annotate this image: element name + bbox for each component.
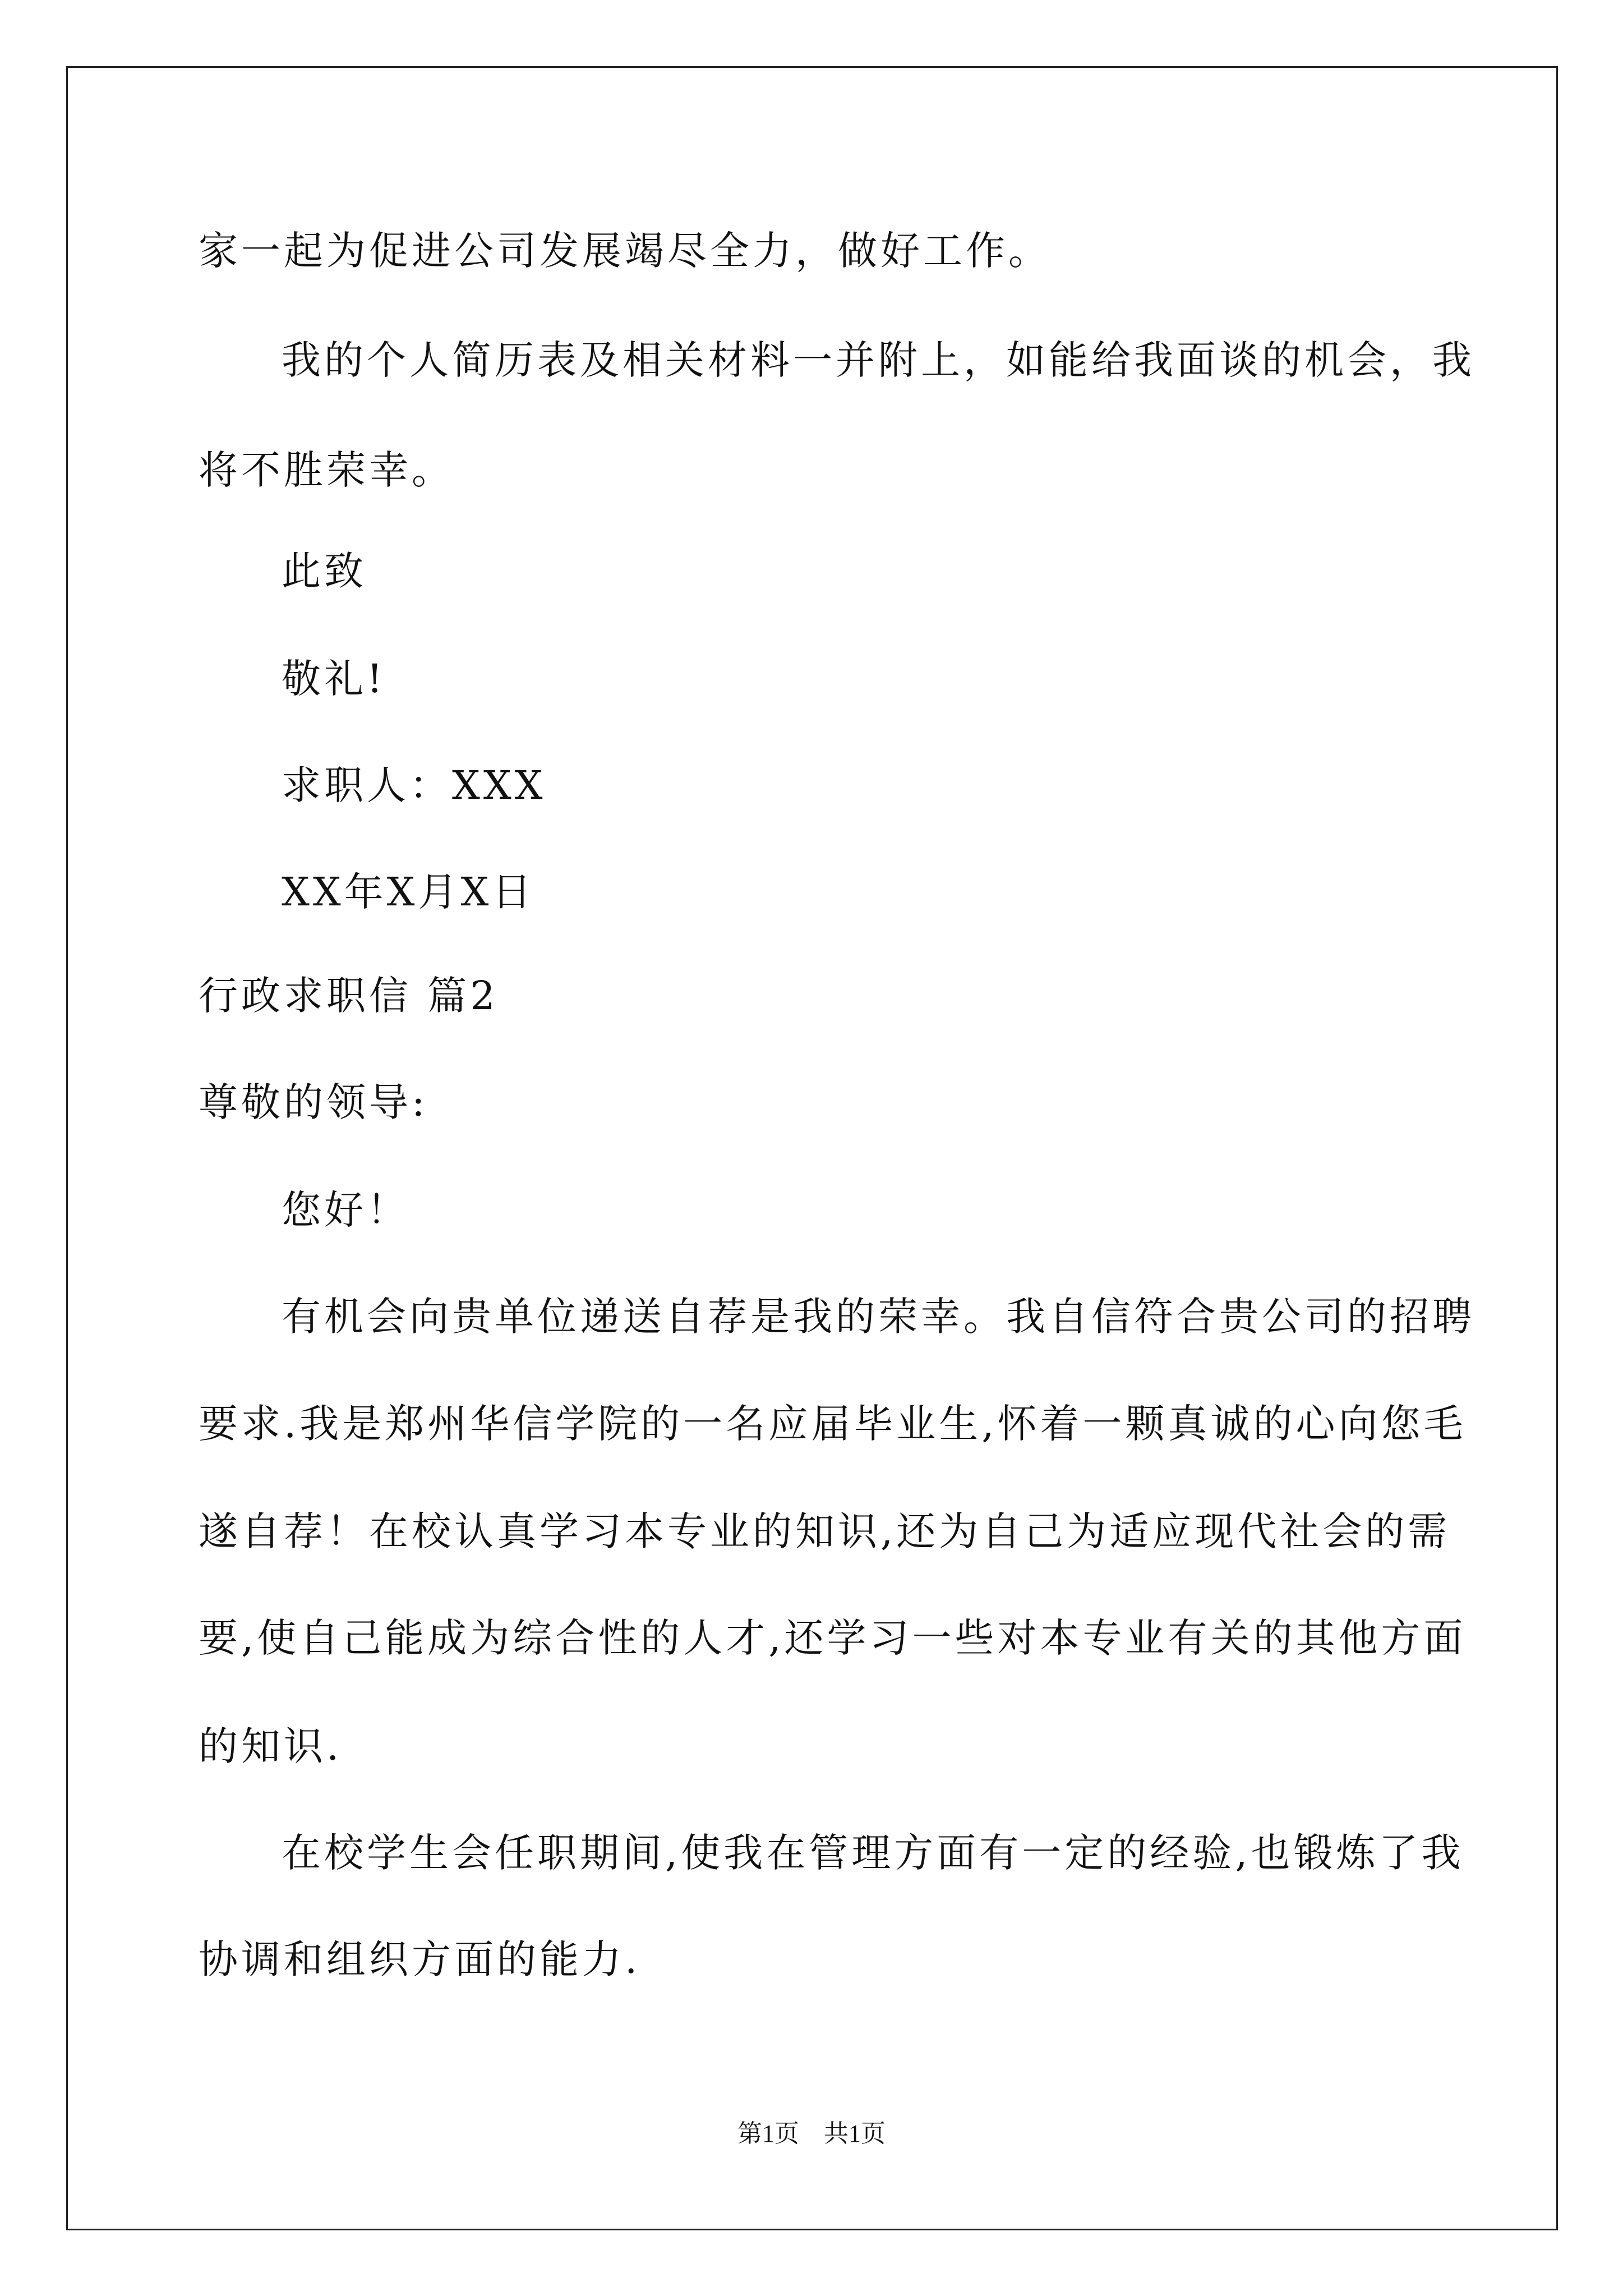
applicant-signature: 求职人：XXX [282, 762, 546, 808]
body-line: 要求.我是郑州华信学院的一名应届毕业生,怀着一颗真诚的心向您毛 [199, 1401, 1467, 1447]
section-title: 行政求职信 篇2 [199, 973, 499, 1019]
greeting: 尊敬的领导: [199, 1079, 428, 1125]
body-line: 将不胜荣幸。 [199, 447, 454, 493]
greeting-hello: 您好！ [282, 1187, 409, 1233]
body-line: 遂自荐！在校认真学习本专业的知识,还为自己为适应现代社会的需 [199, 1508, 1451, 1554]
page-footer: 第1页 共1页 [737, 2120, 886, 2147]
body-line: 有机会向贵单位递送自荐是我的荣幸。我自信符合贵公司的招聘 [282, 1294, 1475, 1340]
body-line: 协调和组织方面的能力. [199, 1936, 641, 1982]
body-line: 在校学生会任职期间,使我在管理方面有一定的经验,也锻炼了我 [282, 1830, 1464, 1876]
body-line: 的知识. [199, 1723, 343, 1769]
page-border [66, 66, 1558, 2230]
body-line: 要,使自己能成为综合性的人才,还学习一些对本专业有关的其他方面 [199, 1615, 1467, 1661]
body-line: 我的个人简历表及相关材料一并附上，如能给我面谈的机会，我 [282, 337, 1475, 383]
closing-regards: 敬礼! [282, 656, 386, 702]
body-line: 家一起为促进公司发展竭尽全力，做好工作。 [199, 228, 1051, 274]
letter-date: XX年X月X日 [282, 869, 535, 915]
closing-salutation: 此致 [282, 548, 367, 594]
